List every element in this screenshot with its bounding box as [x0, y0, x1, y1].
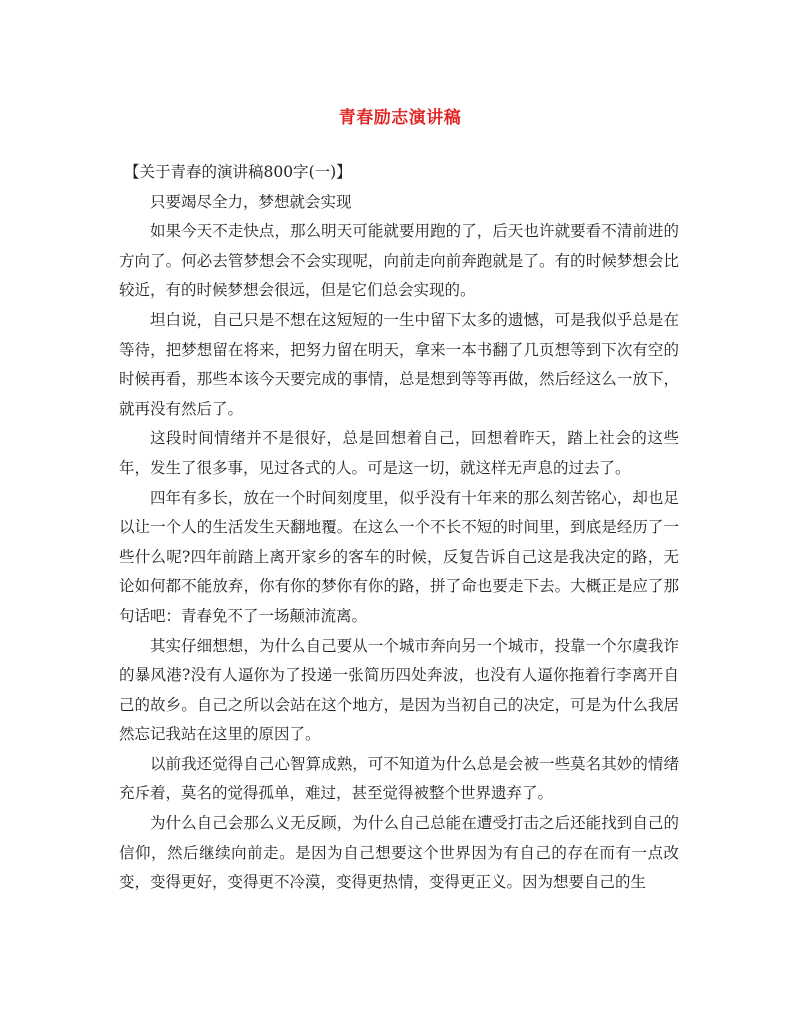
paragraph: 其实仔细想想，为什么自己要从一个城市奔向另一个城市，投靠一个尔虞我诈的暴风港?没有人逼你为了投递一张简历四处奔波，也没有人逼你拖着行李离开自己的故乡。自己之所以会站在这个地方，是因为当初自己的决定，可是为什么我居然忘记我站在这里的原因了。	[119, 636, 679, 744]
paragraph: 坦白说，自己只是不想在这短短的一生中留下太多的遗憾，可是我似乎总是在等待，把梦想留在将来，把努力留在明天，拿来一本书翻了几页想等到下次有空的时候再看，那些本该今天要完成的事情，总是想到等等再做，然后经这么一放下，就再没有然后了。	[119, 310, 679, 418]
paragraph: 如果今天不走快点，那么明天可能就要用跑的了，后天也许就要看不清前进的方向了。何必去管梦想会不会实现呢，向前走向前奔跑就是了。有的时候梦想会比较近，有的时候梦想会很远，但是它们总会实现的。	[119, 222, 679, 300]
section-heading: 【关于青春的演讲稿800字(一)】	[124, 163, 352, 181]
paragraph: 这段时间情绪并不是很好，总是回想着自己，回想着昨天，踏上社会的这些年，发生了很多事，见过各式的人。可是这一切，就这样无声息的过去了。	[119, 429, 679, 477]
subtitle: 只要竭尽全力，梦想就会实现	[150, 192, 352, 211]
paragraph: 为什么自己会那么义无反顾，为什么自己总能在遭受打击之后还能找到自己的信仰，然后继续向前走。是因为自己想要这个世界因为有自己的存在而有一点改变，变得更好，变得更不冷漠，变得更热情，变得更正义。因为想要自己的生	[119, 814, 679, 892]
paragraph: 以前我还觉得自己心智算成熟，可不知道为什么总是会被一些莫名其妙的情绪充斥着，莫名的觉得孤单，难过，甚至觉得被整个世界遗弃了。	[119, 754, 679, 803]
document-title: 青春励志演讲稿	[338, 108, 462, 128]
document-body	[119, 158, 679, 898]
paragraph: 四年有多长，放在一个时间刻度里，似乎没有十年来的那么刻苦铭心，却也足以让一个人的生活发生天翻地覆。在这么一个不长不短的时间里，到底是经历了一些什么呢?四年前踏上离开家乡的客车的时候，反复告诉自己这是我决定的路，无论如何都不能放弃，你有你的梦你有你的路，拼了命也要走下去。大概正是应了那句话吧：青春免不了一场颠沛流离。	[119, 488, 679, 625]
